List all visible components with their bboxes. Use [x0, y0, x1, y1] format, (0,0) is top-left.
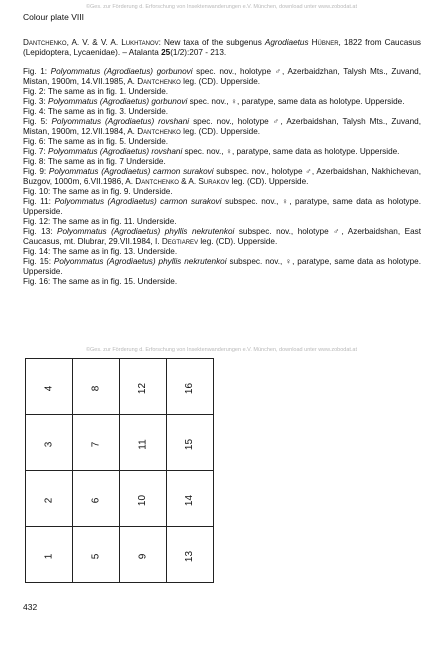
figure-label: Fig. 12: — [23, 217, 51, 226]
figure-number: 10 — [137, 494, 149, 506]
figure-label: Fig. 10: — [23, 187, 51, 196]
figure-caption — [23, 197, 421, 217]
plate-grid-cell — [73, 471, 120, 527]
figure-taxon: Polyommatus (Agrodiaetus) phyllis nekrutenkoi — [53, 257, 227, 266]
reference-citation — [23, 38, 421, 58]
plate-title: Colour plate VIII — [23, 12, 84, 22]
figure-caption — [23, 227, 421, 247]
plate-grid-row — [26, 527, 214, 583]
figure-text-end: leg. (CD). Upperside. — [198, 237, 278, 246]
figure-text: subspec. nov., ♀, paratype, same data as holotype. Upperside. — [23, 197, 422, 216]
plate-grid-row — [26, 415, 214, 471]
figure-label: Fig. 8: — [23, 157, 46, 166]
figure-number: 2 — [43, 497, 55, 503]
figure-number: 15 — [184, 438, 196, 450]
figure-label: Fig. 13: — [23, 227, 53, 236]
reference-text-1: : New taxa of the subgenus — [158, 38, 265, 47]
figure-caption — [23, 167, 421, 187]
reference-genus: Agrodiaetus — [264, 38, 309, 47]
figure-text: subspec. nov., holotype ♂, Azerbaidshan, Nakhichevan, Buzgov, 1000m, 6.VII.1986, A. — [23, 167, 422, 186]
figure-label: Fig. 14: — [23, 247, 51, 256]
plate-grid-cell — [73, 527, 120, 583]
plate-grid-cell — [120, 359, 167, 415]
reference-pages: (1/2):207 - 213. — [170, 48, 227, 57]
plate-layout-grid — [25, 358, 214, 583]
figure-number: 6 — [90, 497, 102, 503]
plate-grid-cell — [26, 415, 73, 471]
figure-text-end: leg. (CD). Upperside. — [180, 127, 261, 136]
plate-grid-cell — [167, 471, 214, 527]
figure-caption — [23, 187, 421, 197]
figure-label: Fig. 4: — [23, 107, 46, 116]
plate-grid-cell — [26, 359, 73, 415]
figure-caption — [23, 137, 421, 147]
figure-caption — [23, 97, 421, 107]
figure-label: Fig. 6: — [23, 137, 46, 146]
plate-grid-cell — [120, 527, 167, 583]
plate-grid-cell — [167, 359, 214, 415]
figure-caption — [23, 67, 421, 87]
figure-number: 11 — [137, 438, 149, 450]
figure-text: The same as in fig. 15. Underside. — [50, 277, 178, 286]
watermark-mid: ©Ges. zur Förderung d. Erforschung von Insektenwanderungen e.V. München, download unter www.zobodat.at — [85, 347, 358, 353]
figure-text: subspec. nov., holotype ♂, Azerbaidshan, East Caucasus, mt. Dlubrar, 29.VII.1984, I. — [23, 227, 422, 246]
plate-grid-cell — [26, 527, 73, 583]
figure-number: 8 — [90, 385, 102, 391]
figure-caption — [23, 217, 421, 227]
figure-text: The same as in fig. 1. Underside. — [45, 87, 169, 96]
figure-caption — [23, 277, 421, 287]
plate-grid-cell — [167, 527, 214, 583]
figure-caption — [23, 157, 421, 167]
plate-grid-cell — [26, 471, 73, 527]
figure-taxon: Polyommatus (Agrodiaetus) gorbunovi — [50, 67, 193, 76]
figure-taxon: Polyommatus (Agrodiaetus) phyllis nekrutenkoi — [57, 227, 235, 236]
figure-text: spec. nov., ♀, paratype, same data as holotype. Upperside. — [182, 147, 400, 156]
figure-text: subspec. nov., ♀, paratype, same data as holotype. Upperside. — [23, 257, 421, 276]
figure-text: The same as in fig. 13. Underside. — [50, 247, 178, 256]
figure-label: Fig. 1: — [23, 67, 48, 76]
figure-text-end: leg. (CD). Upperside. — [180, 77, 261, 86]
figure-taxon: Polyommatus (Agrodiaetus) rovshani — [51, 117, 190, 126]
figure-number: 13 — [184, 550, 196, 562]
figure-number: 9 — [137, 553, 149, 559]
figure-label: Fig. 16: — [23, 277, 51, 286]
figure-label: Fig. 9: — [23, 167, 47, 176]
figure-caption — [23, 107, 421, 117]
figure-collector: Dantchenko — [137, 127, 181, 136]
figure-text: The same as in fig. 9. Underside. — [50, 187, 173, 196]
page-number: 432 — [23, 602, 38, 612]
figure-taxon: Polyommatus (Agrodiaetus) carmon surakovi — [48, 167, 214, 176]
figure-caption — [23, 117, 421, 137]
plate-grid-row — [26, 359, 214, 415]
figure-text: The same as in fig. 11. Underside. — [50, 217, 177, 226]
figure-taxon: Polyommatus (Agrodiaetus) rovshani — [48, 147, 183, 156]
figure-number: 1 — [43, 553, 55, 559]
watermark-top: ©Ges. zur Förderung d. Erforschung von Insektenwanderungen e.V. München, download unter www.zobodat.at — [85, 4, 358, 10]
plate-grid-cell — [73, 415, 120, 471]
figure-text: spec. nov., ♀, paratype, same data as holotype. Upperside. — [187, 97, 405, 106]
figure-caption — [23, 257, 421, 277]
figure-collector: Degtiarev — [161, 237, 199, 246]
figure-number: 3 — [43, 441, 55, 447]
plate-grid-cell — [167, 415, 214, 471]
plate-grid-cell — [73, 359, 120, 415]
caption-block — [23, 38, 421, 287]
figure-text: The same as in fig. 3. Underside. — [45, 107, 169, 116]
plate-grid-cell — [120, 415, 167, 471]
figure-label: Fig. 7: — [23, 147, 46, 156]
plate-grid-row — [26, 471, 214, 527]
figure-label: Fig. 11: — [23, 197, 51, 206]
reference-text-3: , 1822 from Caucasus (Lepidoptera, Lycaenidae). – Atalanta — [23, 38, 421, 57]
figure-number: 12 — [137, 382, 149, 394]
figure-number: 16 — [184, 382, 196, 394]
figure-caption — [23, 247, 421, 257]
figure-label: Fig. 2: — [23, 87, 46, 96]
figure-label: Fig. 5: — [23, 117, 48, 126]
reference-volume: 25 — [161, 48, 171, 57]
figure-caption-list — [23, 67, 421, 287]
figure-caption — [23, 87, 421, 97]
figure-label: Fig. 15: — [23, 257, 51, 266]
figure-number: 5 — [90, 553, 102, 559]
figure-text: spec. nov., holotype ♂, Azerbaidshan, Talysh Mts., Zuvand, Mistan, 1900m, 12.VII.1984, A. — [23, 117, 421, 136]
figure-text-end: leg. (CD). Upperside. — [229, 177, 309, 186]
figure-collector: Dantchenko & A. Surakov — [135, 177, 230, 186]
figure-text: The same as in fig. 5. Underside. — [45, 137, 169, 146]
figure-number: 7 — [90, 441, 102, 447]
figure-label: Fig. 3: — [23, 97, 46, 106]
figure-number: 4 — [43, 385, 55, 391]
figure-text: spec. nov., holotype ♂, Azerbaidzhan, Talysh Mts., Zuvand, Mistan, 1900m, 14.VII.1985, A. — [23, 67, 421, 86]
figure-text: The same as in fig. 7 Underside. — [45, 157, 166, 166]
figure-taxon: Polyommatus (Agrodiaetus) carmon surakovi — [54, 197, 222, 206]
reference-authors: Dantchenko, A. V. & V. A. Lukhtanov — [23, 38, 159, 47]
reference-genus-author: Hübner — [311, 38, 339, 47]
figure-number: 14 — [184, 494, 196, 506]
figure-collector: Dantchenko — [137, 77, 181, 86]
figure-caption — [23, 147, 421, 157]
figure-taxon: Polyommatus (Agrodiaetus) gorbunovi — [48, 97, 188, 106]
plate-grid-cell — [120, 471, 167, 527]
